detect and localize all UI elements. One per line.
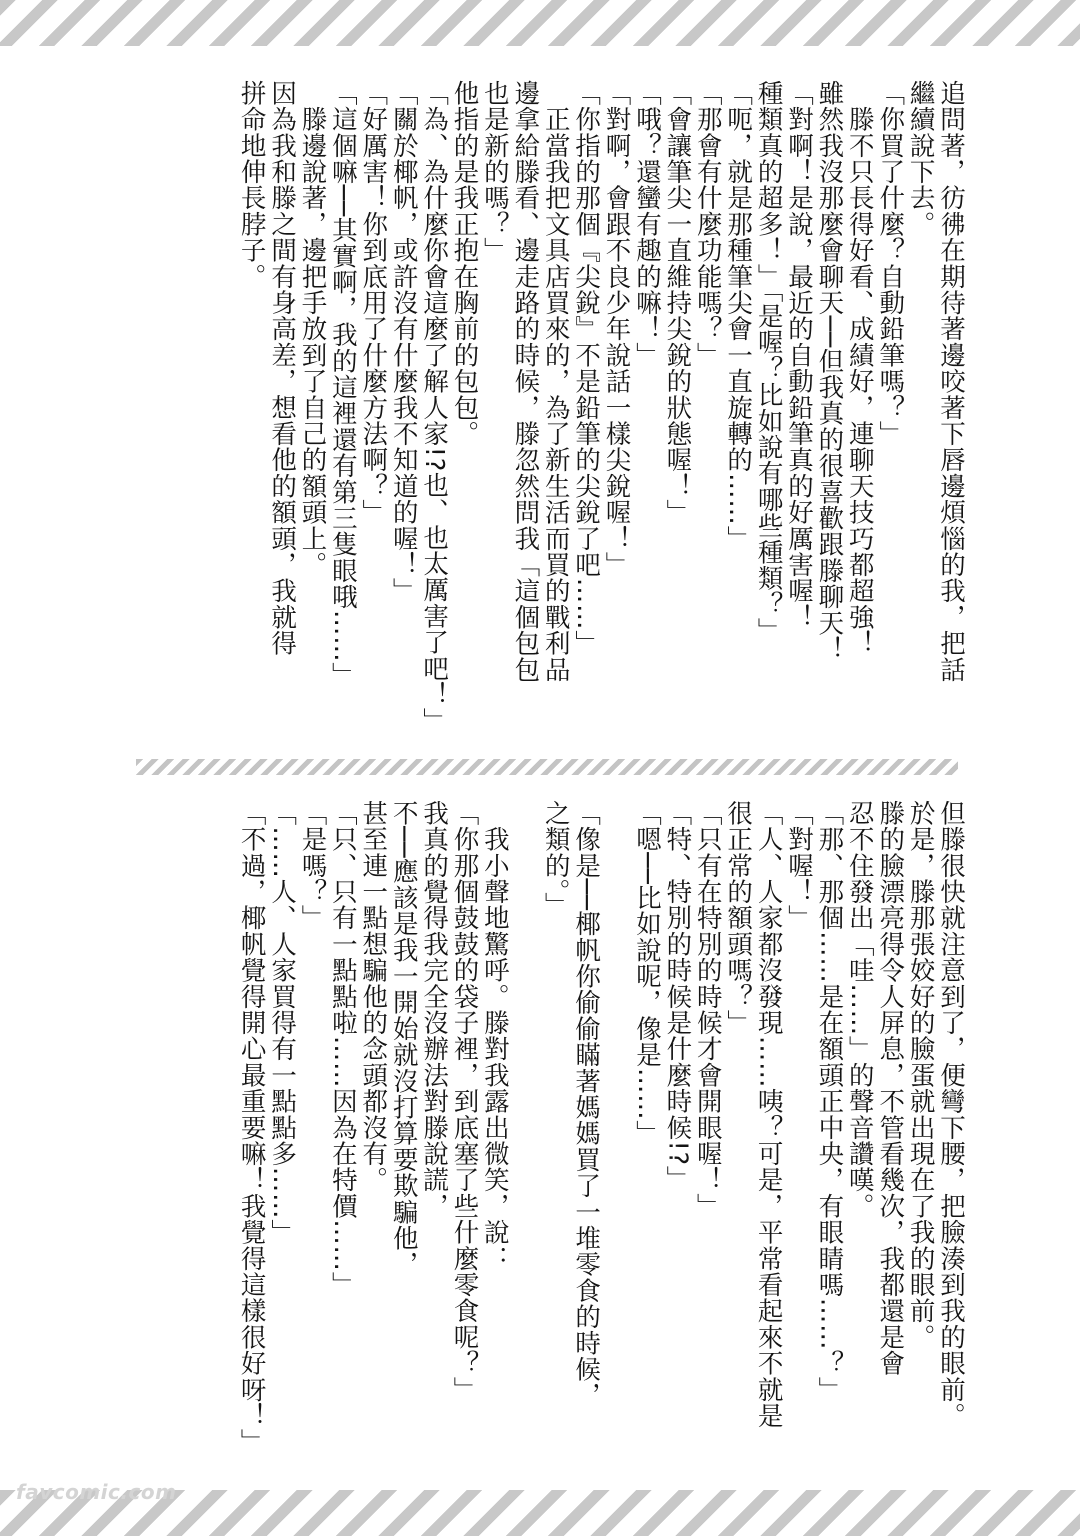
- text-line: 「你買了什麼？自動鉛筆嗎？」: [875, 80, 906, 447]
- text-line: 但滕很快就注意到了，便彎下腰，把臉湊到我的眼前。: [936, 800, 966, 1429]
- text-line: 「……人、人家買得有一點點多……」: [267, 800, 298, 1246]
- text-line: 也是新的嗎？」: [479, 80, 510, 264]
- text-line: 正當我把文具店買來的，為了新生活而買的戰利品: [540, 80, 571, 683]
- text-line: 因為我和滕之間有身高差，想看他的額頭，我就得: [267, 80, 298, 657]
- text-line: 「哦？還蠻有趣的嘛！」: [631, 80, 662, 369]
- text-section-bottom: [236, 800, 966, 1460]
- text-line: 追問著，彷彿在期待著邊咬著下唇邊煩惱的我，把話: [936, 80, 966, 683]
- watermark-logo: favcomic.com: [16, 1480, 177, 1504]
- text-line: [510, 800, 540, 1460]
- section-divider: [136, 759, 958, 775]
- text-line: 「只有在特別的時候才會開眼喔！」: [692, 800, 723, 1220]
- text-line: 「嗯──比如說呢，像是……」: [631, 800, 662, 1147]
- text-line: 於是，滕那張姣好的臉蛋就出現在了我的眼前。: [905, 800, 936, 1351]
- text-line: 我小聲地驚呼。滕對我露出微笑，說：: [479, 800, 510, 1272]
- text-line: 「人、人家都沒發現……咦？可是，平常看起來不就是: [753, 800, 784, 1429]
- text-line: 「是嗎？」: [297, 800, 328, 931]
- text-line: 「像是──椰帆你偷偷瞞著媽媽買了一堆零食的時候，: [571, 800, 602, 1409]
- text-line: 「只、只有一點點啦……因為在特價……」: [327, 800, 358, 1298]
- text-line: 拼命地伸長脖子。: [236, 80, 267, 290]
- text-line: 「會讓筆尖一直維持尖銳的狀態喔！」: [662, 80, 693, 526]
- text-line: 甚至連一點想騙他的念頭都沒有。: [358, 800, 389, 1193]
- text-line: 「不過，椰帆覺得開心最重要嘛！我覺得這樣很好呀！」: [236, 800, 267, 1455]
- text-line: 「你指的那個『尖銳』不是鉛筆的尖銳了吧……」: [571, 80, 602, 657]
- text-line: 「你那個鼓鼓的袋子裡，到底塞了些什麼零食呢？」: [449, 800, 480, 1403]
- text-line: [601, 800, 631, 1460]
- text-line: 「這個嘛──其實啊，我的這裡還有第三隻眼哦……」: [327, 80, 358, 689]
- text-line: 「那、那個……是在額頭正中央，有眼睛嗎……？」: [814, 800, 845, 1403]
- top-stripe-border: [0, 0, 1080, 46]
- text-line: 「對喔！」: [783, 800, 814, 931]
- text-line: 種類真的超多！」「是喔？比如說有哪些種類？」: [753, 80, 784, 644]
- text-line: 我真的覺得我完全沒辦法對滕說謊，: [419, 800, 450, 1220]
- text-line: 他指的是我正抱在胸前的包包。: [449, 80, 480, 447]
- text-line: 很正常的額頭嗎？」: [723, 800, 754, 1036]
- text-line: 滕的臉漂亮得令人屏息，不管看幾次，我都還是會: [875, 800, 906, 1377]
- text-line: 「特、特別的時候是什麼時候!?」: [662, 800, 693, 1192]
- text-line: 「那會有什麼功能嗎？」: [692, 80, 723, 369]
- text-line: 邊拿給滕看、邊走路的時候，滕忽然問我「這個包包: [510, 80, 541, 683]
- text-line: 「對啊，會跟不良少年說話一樣尖銳喔！」: [601, 80, 632, 578]
- text-line: 雖然我沒那麼會聊天──但我真的很喜歡跟滕聊天！: [814, 80, 845, 663]
- text-line: 滕不只長得好看、成績好，連聊天技巧都超強！: [844, 80, 875, 657]
- text-line: 繼續說下去。: [905, 80, 936, 238]
- text-line: 「好厲害！你到底用了什麼方法啊？」: [358, 80, 389, 526]
- text-line: 之類的。」: [540, 800, 571, 919]
- text-line: 「呃，就是那種筆尖會一直旋轉的……」: [723, 80, 754, 552]
- text-line: 「關於椰帆，或許沒有什麼我不知道的喔！」: [388, 80, 419, 604]
- text-line: 不──應該是我一開始就沒打算要欺騙他，: [388, 800, 419, 1278]
- text-section-top: [236, 80, 966, 740]
- text-line: 「對啊！是說，最近的自動鉛筆真的好厲害喔！: [783, 80, 814, 631]
- text-line: 滕邊說著，邊把手放到了自己的額頭上。: [297, 80, 328, 578]
- text-line: 「為、為什麼你會這麼了解人家!?也、也太厲害了吧！」: [419, 80, 450, 734]
- text-line: 忍不住發出「哇……」的聲音讚嘆。: [844, 800, 875, 1220]
